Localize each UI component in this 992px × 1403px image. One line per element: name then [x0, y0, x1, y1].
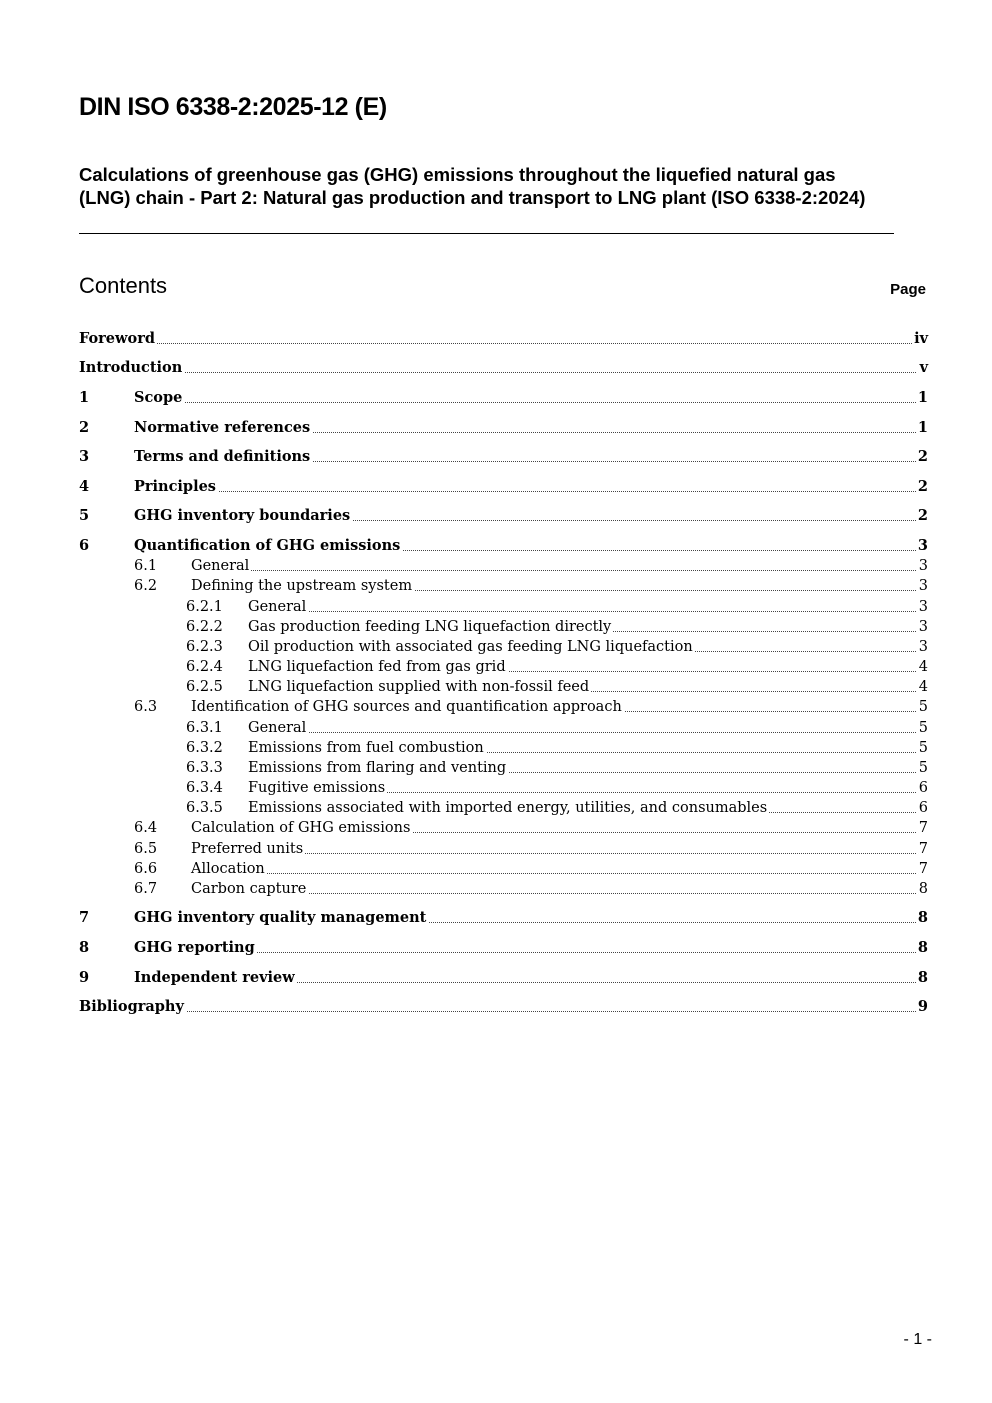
- contents-heading: Contents: [79, 273, 168, 298]
- toc-entry-number: 4: [79, 478, 90, 495]
- page-number: - 1 -: [903, 1331, 932, 1348]
- toc-entry[interactable]: [79, 506, 928, 526]
- toc-entry-number: 6.1: [134, 558, 158, 574]
- toc-entry-page: 2: [917, 478, 928, 495]
- toc-entry-page: iv: [914, 330, 928, 347]
- toc-entry-page: 4: [918, 679, 928, 695]
- toc-entry-page: 8: [917, 909, 928, 926]
- toc-entry[interactable]: [79, 617, 928, 637]
- toc-entry-number: 6.6: [134, 861, 158, 877]
- toc-dot-leader: [248, 732, 916, 733]
- toc-entry[interactable]: [79, 677, 928, 697]
- toc-entry-title: Carbon capture: [191, 881, 307, 897]
- toc-entry-number: 6.2.5: [186, 679, 223, 695]
- toc-entry-page: 9: [917, 998, 928, 1015]
- toc-entry[interactable]: [79, 447, 928, 467]
- toc-entry[interactable]: [79, 758, 928, 778]
- toc-entry-page: 8: [917, 969, 928, 986]
- toc-entry-page: 3: [918, 599, 928, 615]
- toc-entry-title: Allocation: [191, 861, 265, 877]
- toc-entry[interactable]: [79, 697, 928, 717]
- toc-entry[interactable]: [79, 576, 928, 596]
- toc-entry-page: 3: [918, 619, 928, 635]
- toc-dot-leader: [134, 491, 916, 492]
- toc-entry-title: General: [248, 720, 307, 736]
- toc-entry-number: 1: [79, 389, 90, 406]
- toc-dot-leader: [79, 343, 916, 344]
- toc-entry-title: GHG reporting: [134, 939, 255, 956]
- document-id: DIN ISO 6338-2:2025-12 (E): [79, 93, 387, 121]
- toc-dot-leader: [191, 873, 916, 874]
- toc-entry-number: 6.2.4: [186, 659, 223, 675]
- toc-entry-title: LNG liquefaction supplied with non-fossil feed: [248, 679, 590, 695]
- toc-entry-title: General: [191, 558, 250, 574]
- toc-entry-title: GHG inventory quality management: [134, 909, 427, 926]
- toc-entry[interactable]: [79, 997, 928, 1017]
- toc-entry-page: 5: [918, 760, 928, 776]
- toc-entry-title: Bibliography: [79, 998, 184, 1015]
- toc-entry-number: 5: [79, 507, 90, 524]
- document-title: Calculations of greenhouse gas (GHG) emissions throughout the liquefied natural gas (LNG) chain - Part 2: Natural gas production and transport to LNG plant (ISO 6338-2:2024): [79, 164, 866, 208]
- toc-dot-leader: [79, 1011, 916, 1012]
- toc-entry-title: Scope: [134, 389, 183, 406]
- toc-entry-page: 7: [918, 861, 928, 877]
- toc-entry-page: 1: [917, 419, 928, 436]
- toc-entry-page: 3: [917, 537, 928, 554]
- toc-entry-title: Preferred units: [191, 841, 304, 857]
- toc-entry-page: 2: [917, 448, 928, 465]
- toc-entry-page: v: [919, 359, 928, 376]
- toc-entry-page: 3: [918, 578, 928, 594]
- toc-entry-page: 3: [918, 639, 928, 655]
- toc-entry-title: Terms and definitions: [134, 448, 311, 465]
- toc-entry-number: 6: [79, 537, 90, 554]
- toc-entry-title: Emissions from flaring and venting: [248, 760, 507, 776]
- toc-entry[interactable]: [79, 718, 928, 738]
- toc-entry-title: General: [248, 599, 307, 615]
- toc-entry-number: 3: [79, 448, 90, 465]
- toc-entry[interactable]: [79, 477, 928, 497]
- toc-entry[interactable]: [79, 778, 928, 798]
- toc-entry[interactable]: [79, 798, 928, 818]
- toc-entry-title: Emissions from fuel combustion: [248, 740, 484, 756]
- toc-entry-title: Introduction: [79, 359, 183, 376]
- toc-entry-title: Quantification of GHG emissions: [134, 537, 401, 554]
- toc-entry-title: Foreword: [79, 330, 155, 347]
- toc-entry[interactable]: [79, 358, 928, 378]
- toc-entry-title: Calculation of GHG emissions: [191, 820, 411, 836]
- toc-entry-title: Normative references: [134, 419, 311, 436]
- toc-dot-leader: [191, 570, 916, 571]
- toc-entry-title: Fugitive emissions: [248, 780, 386, 796]
- title-rule: [79, 233, 894, 234]
- toc-entry-number: 6.2: [134, 578, 158, 594]
- toc-entry-number: 7: [79, 909, 90, 926]
- toc-entry-page: 6: [918, 780, 928, 796]
- toc-entry-number: 6.3.3: [186, 760, 223, 776]
- toc-entry-page: 4: [918, 659, 928, 675]
- toc-entry-number: 6.3.1: [186, 720, 223, 736]
- page-column-label: Page: [890, 281, 926, 298]
- toc-dot-leader: [79, 372, 916, 373]
- toc-entry-number: 8: [79, 939, 90, 956]
- toc-entry-number: 6.5: [134, 841, 158, 857]
- toc-entry-number: 6.2.3: [186, 639, 223, 655]
- toc-entry-page: 2: [917, 507, 928, 524]
- toc-entry-title: Identification of GHG sources and quantification approach: [191, 699, 622, 715]
- toc-entry[interactable]: [79, 859, 928, 879]
- toc-entry[interactable]: [79, 637, 928, 657]
- toc-entry-page: 5: [918, 699, 928, 715]
- toc-entry-number: 6.3.4: [186, 780, 223, 796]
- toc-entry-number: 6.2.1: [186, 599, 223, 615]
- toc-entry-title: Oil production with associated gas feeding LNG liquefaction: [248, 639, 693, 655]
- toc-entry-number: 6.3.2: [186, 740, 223, 756]
- toc-entry-title: Emissions associated with imported energy, utilities, and consumables: [248, 800, 768, 816]
- toc-entry-title: GHG inventory boundaries: [134, 507, 351, 524]
- toc-entry-number: 6.7: [134, 881, 158, 897]
- toc-entry-number: 6.3: [134, 699, 158, 715]
- toc-dot-leader: [134, 402, 916, 403]
- toc-entry-number: 6.4: [134, 820, 158, 836]
- toc-entry[interactable]: [79, 818, 928, 838]
- toc-entry-title: Gas production feeding LNG liquefaction directly: [248, 619, 612, 635]
- toc-dot-leader: [248, 611, 916, 612]
- toc-entry[interactable]: [79, 968, 928, 988]
- toc-entry-page: 3: [918, 558, 928, 574]
- toc-entry[interactable]: [79, 657, 928, 677]
- toc-entry-title: Independent review: [134, 969, 295, 986]
- toc-entry[interactable]: [79, 738, 928, 758]
- toc-entry-number: 6.3.5: [186, 800, 223, 816]
- toc-entry-page: 5: [918, 720, 928, 736]
- toc-entry-title: Defining the upstream system: [191, 578, 413, 594]
- toc-entry-number: 9: [79, 969, 90, 986]
- toc-entry[interactable]: [79, 418, 928, 438]
- toc-entry[interactable]: [79, 536, 928, 556]
- toc-entry[interactable]: [79, 908, 928, 928]
- toc-entry-title: Principles: [134, 478, 216, 495]
- toc-entry-page: 7: [918, 841, 928, 857]
- toc-entry-page: 7: [918, 820, 928, 836]
- toc-entry-page: 6: [918, 800, 928, 816]
- toc-entry-page: 8: [917, 939, 928, 956]
- toc-entry-number: 2: [79, 419, 90, 436]
- toc-entry-page: 8: [918, 881, 928, 897]
- toc-entry-title: LNG liquefaction fed from gas grid: [248, 659, 506, 675]
- toc-entry-page: 5: [918, 740, 928, 756]
- toc-entry[interactable]: [79, 388, 928, 408]
- toc-entry[interactable]: [79, 329, 928, 349]
- toc-entry[interactable]: [79, 938, 928, 958]
- toc-entry[interactable]: [79, 839, 928, 859]
- toc-entry[interactable]: [79, 556, 928, 576]
- toc-entry-number: 6.2.2: [186, 619, 223, 635]
- toc-entry[interactable]: [79, 597, 928, 617]
- toc-entry[interactable]: [79, 879, 928, 899]
- toc-entry-page: 1: [917, 389, 928, 406]
